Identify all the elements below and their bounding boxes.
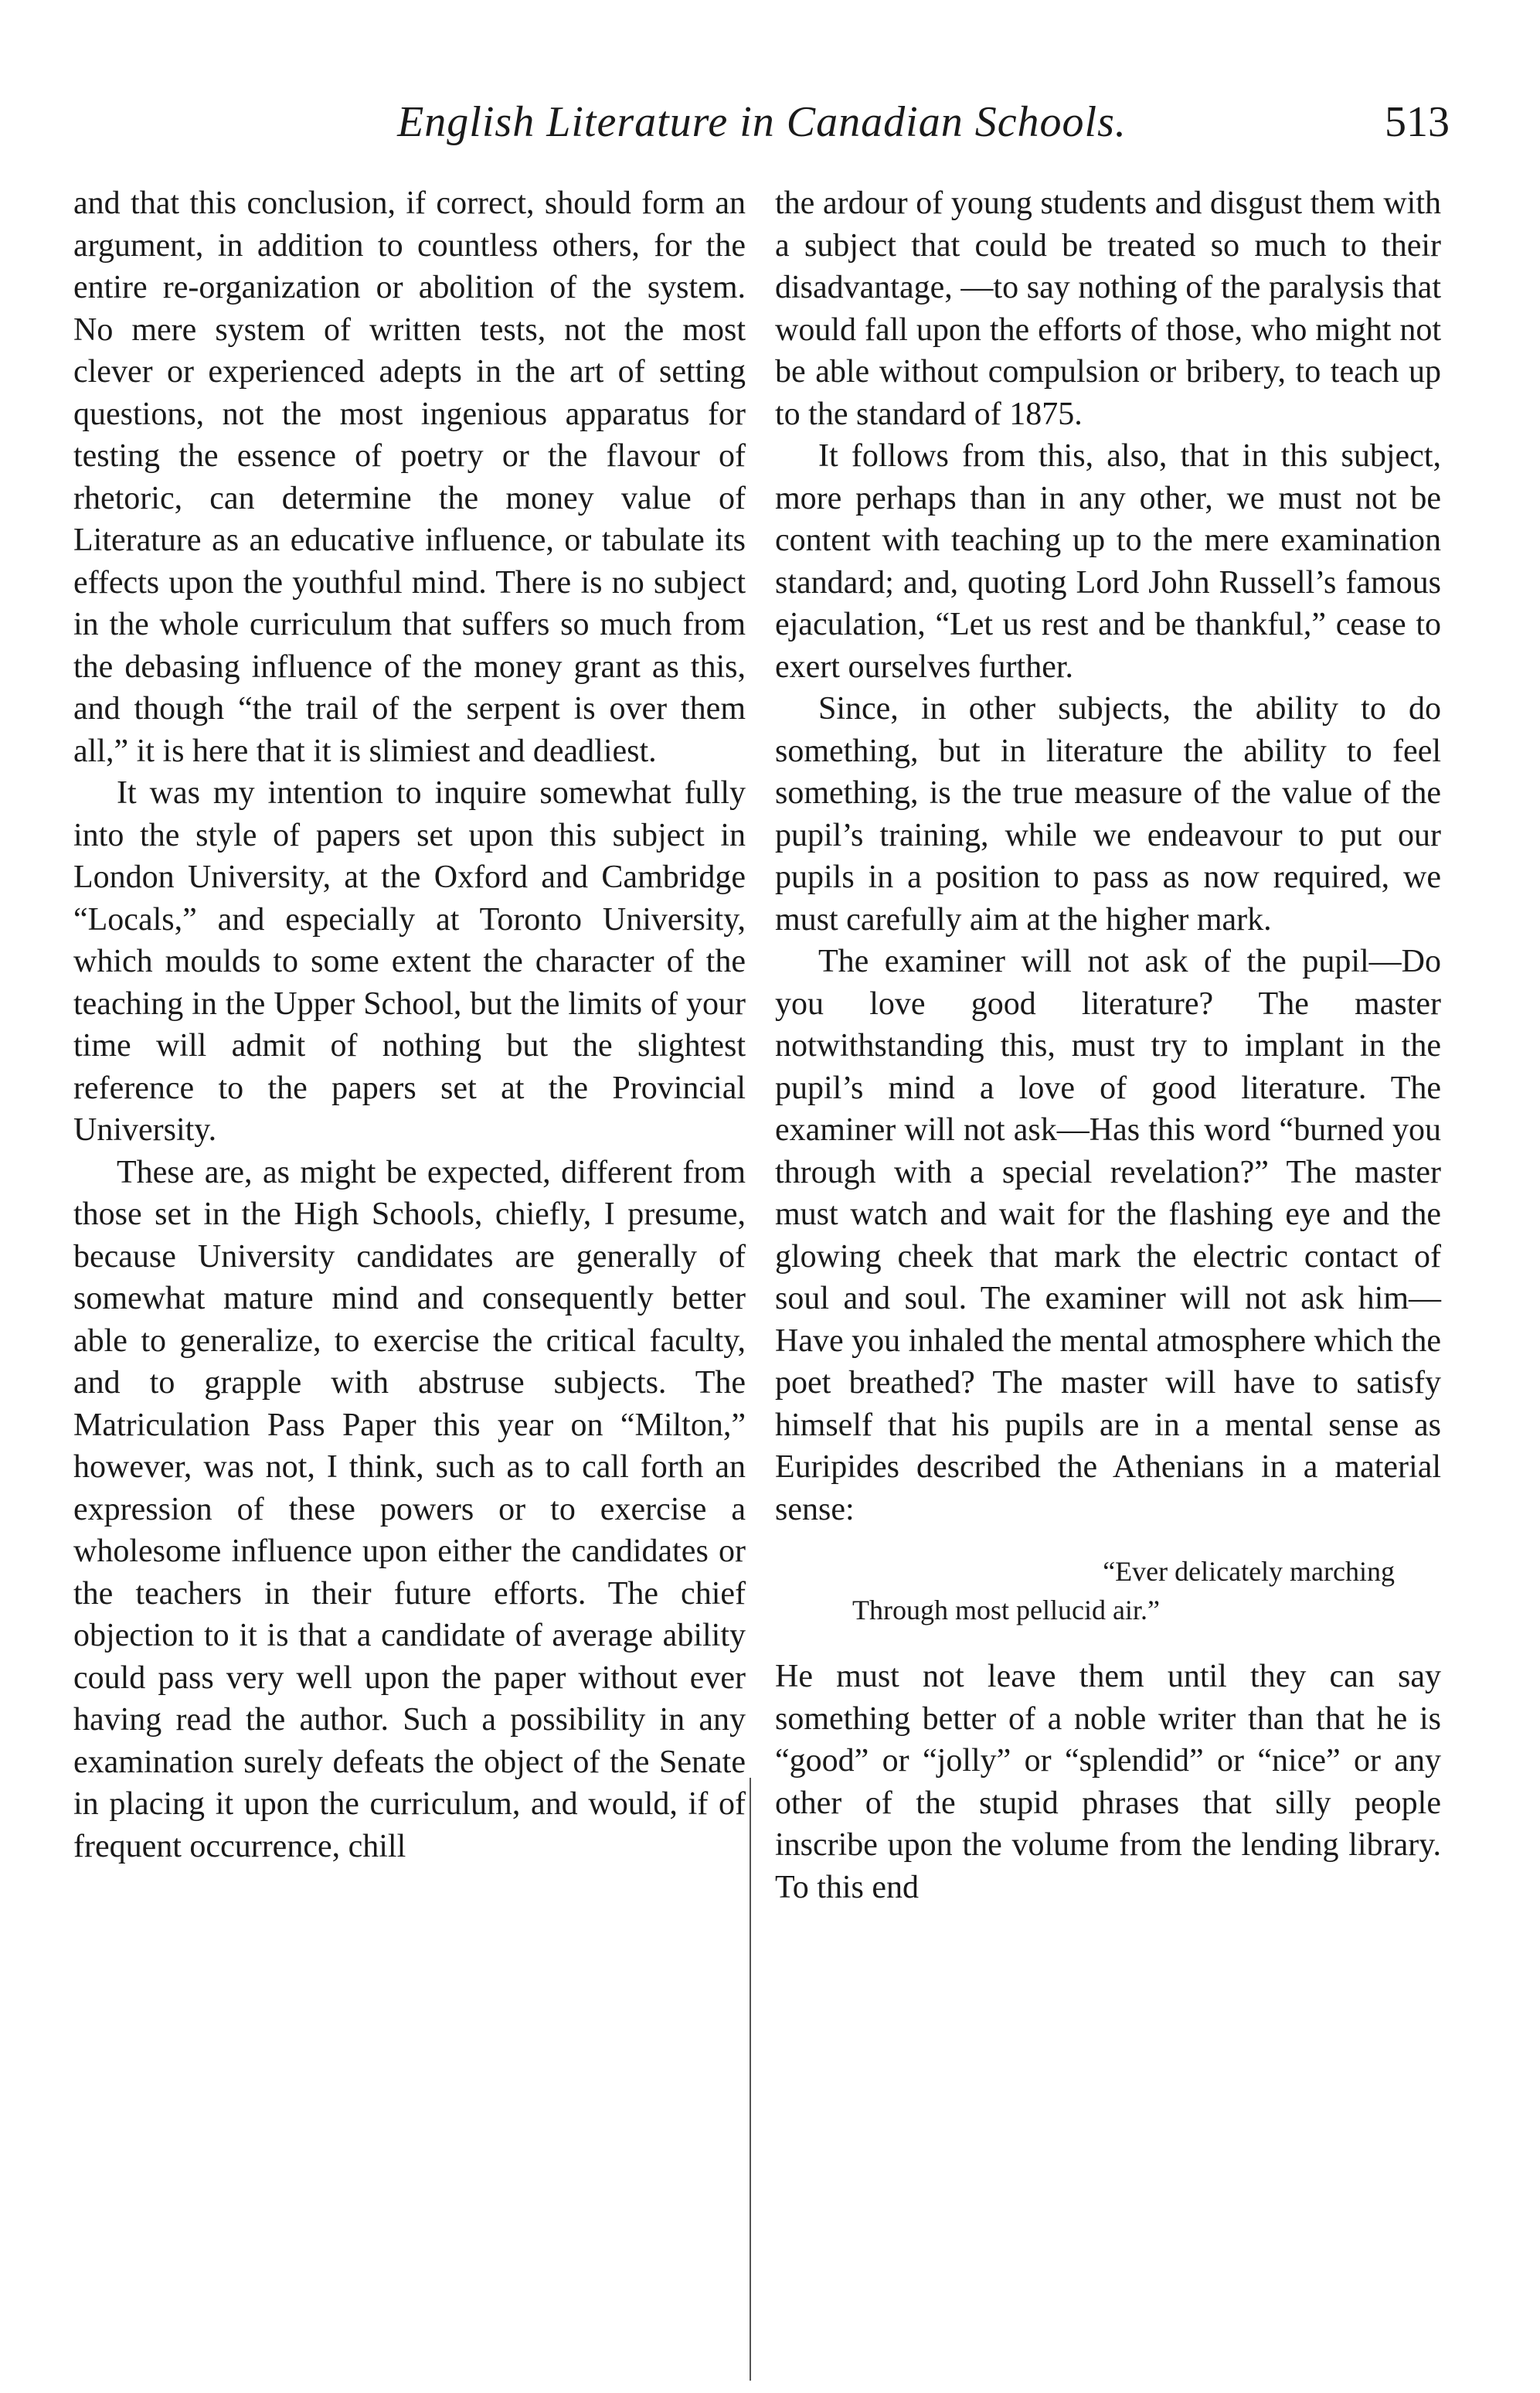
running-head	[74, 91, 1450, 153]
right-paragraph-closing: He must not leave them until they can say something better of a noble writer than that he is “good” or “jolly” or “splendid” or “nice” or any other of the stupid phrases that silly people inscribe upon the volume from the lending library. To this end	[775, 1659, 1441, 1905]
page-number: 513	[1385, 98, 1450, 146]
right-paragraph-4: The examiner will not ask of the pupil—Do you love good literature? The master notwithstanding this, must try to implant in the pupil’s mind a love of good literature. The examiner will not ask—Has this word “burned you through with a special revelation?” The master must watch and wait for the flashing eye and the glowing cheek that mark the electric contact of soul and soul. The examiner will not ask him—Have you inhaled the mental atmosphere which the poet breathed? The master will have to satisfy himself that his pupils are in a mental sense as Euripides described the Athenians in a material sense:	[775, 944, 1441, 1527]
verse-line-1: “Ever delicately marching	[1103, 1556, 1395, 1587]
left-paragraph-1: and that this conclusion, if correct, should form an argument, in addition to countless others, for the entire re-organization or abolition of the system. No mere system of written tests, not the most clever or experienced adepts in the art of setting questions, not the most ingenious apparatus for testing the essence of poetry or the flavour of rhetoric, can determine the money value of Literature as an educative influence, or tabulate its effects upon the youthful mind. There is no subject in the whole curriculum that suffers so much from the debasing influence of the money grant as this, and though “the trail of the serpent is over them all,” it is here that it is slimiest and deadliest.	[73, 186, 746, 769]
right-paragraph-1: the ardour of young students and disgust them with a subject that could be treated so much to their disadvantage, —to say nothing of the paralysis that would fall upon the efforts of those, who might not be able without compulsion or bribery, to teach up to the standard of 1875.	[775, 186, 1441, 432]
left-column	[73, 182, 746, 1867]
right-paragraph-3: Since, in other subjects, the ability to do something, but in literature the ability to feel something, is the true measure of the value of the pupil’s training, while we endeavour to put our pupils in a position to pass as now required, we must carefully aim at the higher mark.	[775, 691, 1441, 938]
right-column	[775, 182, 1441, 1908]
verse-line-2: Through most pellucid air.”	[852, 1595, 1160, 1625]
running-title: English Literature in Canadian Schools.	[397, 98, 1127, 146]
left-paragraph-2: It was my intention to inquire somewhat fully into the style of papers set upon this subject in London University, at the Oxford and Cambridge “Locals,” and especially at Toronto University, which moulds to some extent the character of the teaching in the Upper School, but the limits of your time will admit of nothing but the slightest reference to the papers set at the Provincial University.	[73, 775, 746, 1148]
verse-quote	[775, 1552, 1441, 1629]
right-paragraph-2: It follows from this, also, that in this subject, more perhaps than in any other, we must not be content with teaching up to the mere examination standard; and, quoting Lord John Russell’s famous ejaculation, “Let us rest and be thankful,” cease to exert ourselves further.	[775, 438, 1441, 685]
left-paragraph-3: These are, as might be expected, different from those set in the High Schools, chiefly, I presume, because University candidates are generally of somewhat mature mind and consequently better able to generalize, to exercise the critical faculty, and to grapple with abstruse subjects. The Matriculation Pass Paper this year on “Milton,” however, was not, I think, such as to call forth an expression of these powers or to exercise a wholesome influence upon either the candidates or the teachers in their future efforts. The chief objection to it is that a candidate of average ability could pass very well upon the paper without ever having read the author. Such a possibility in any examination surely defeats the object of the Senate in placing it upon the curriculum, and would, if of frequent occurrence, chill	[73, 1154, 746, 1864]
column-divider	[750, 1778, 751, 2381]
